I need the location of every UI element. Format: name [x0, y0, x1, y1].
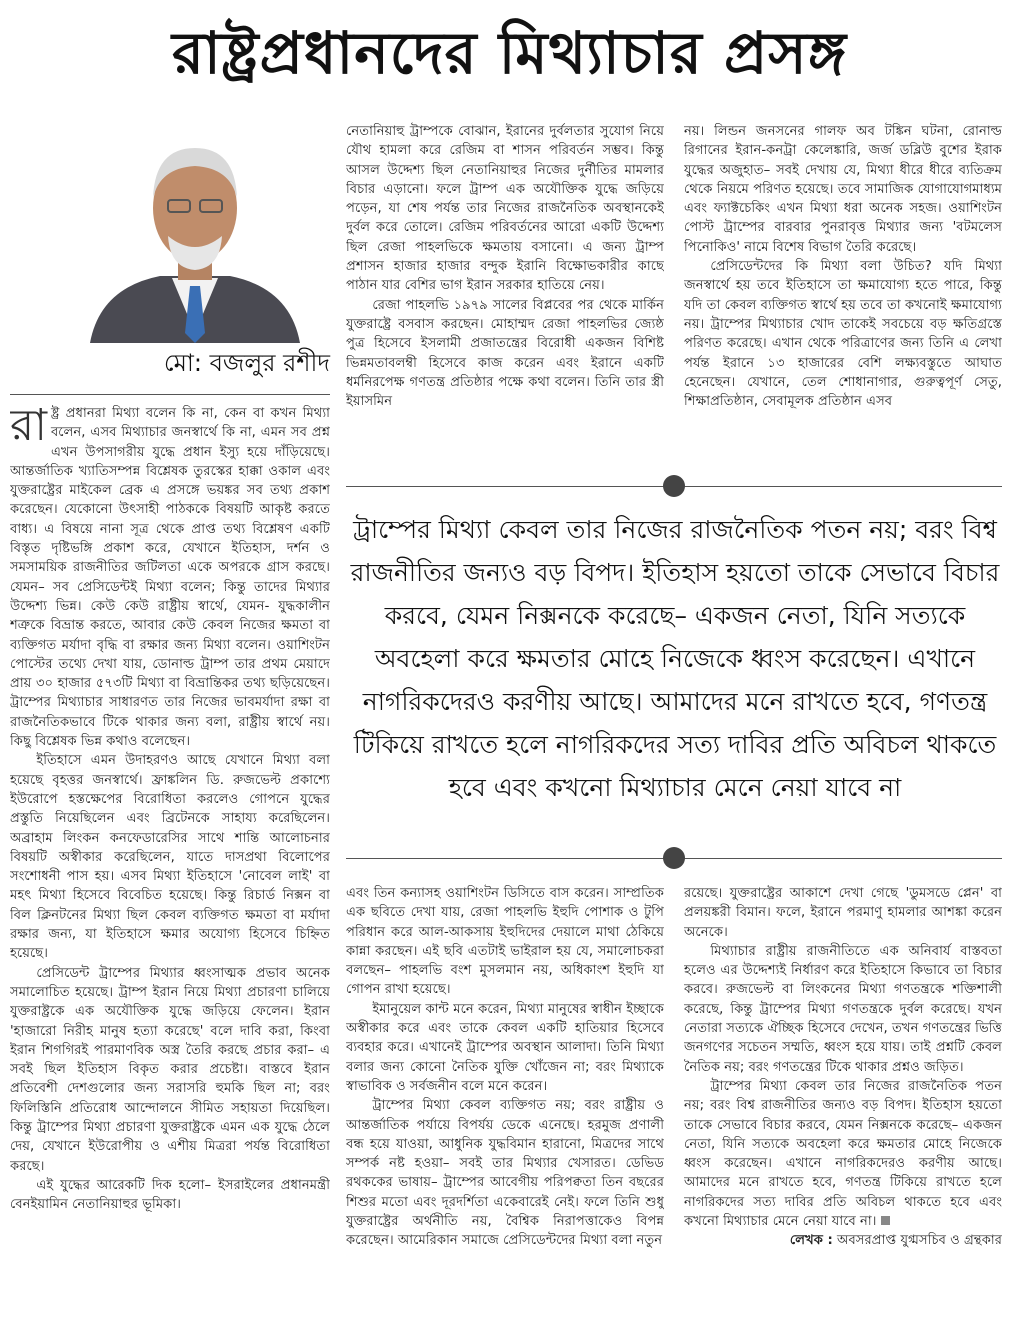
column-2-bottom: [346, 884, 664, 1324]
pull-quote: ট্রাম্পের মিথ্যা কেবল তার নিজের রাজনৈতিক পতন নয়; বরং বিশ্ব রাজনীতির জন্যও বড় বিপদ। ইতিহাস হয়তো তাকে সেভাবে বিচার করবে, যেমন নিক্সনকে করেছে– একজন নেতা, যিনি সত্যকে অবহেলা করে ক্ষমতার মোহে নিজেকে ধ্বংস করেছেন। এখানে নাগরিকদেরও করণীয় আছে। আমাদের মনে রাখতে হবে, গণতন্ত্র টিকিয়ে রাখতে হলে নাগরিকদের সত্য দাবির প্রতি অবিচল থাকতে হবে এবং কখনো মিথ্যাচার মেনে নেয়া যাবে না: [350, 515, 1000, 802]
paragraph: মিথ্যাচার রাষ্ট্রীয় রাজনীতিতে এক অনিবার্য বাস্তবতা হলেও এর উদ্দেশ্যই নির্ধারণ করে ইতিহাসে কিভাবে তা বিচার করবে। রুজভেল্ট বা লিংকনের মিথ্যা গণতন্ত্রকে শক্তিশালী করেছে, কিন্তু ট্রাম্পের মিথ্যা গণতন্ত্রকে দুর্বল করেছে। যখন নেতারা সত্যকে ঐচ্ছিক হিসেবে দেখেন, তখন গণতন্ত্রের ভিত্তি জনগণের সচেতন সম্মতি, ধ্বংস হয়ে যায়। তাই প্রশ্নটি কেবল নৈতিক নয়; বরং গণতন্ত্রের টিকে থাকার প্রশ্নও জড়িত।: [684, 943, 1002, 1075]
author-photo: [60, 118, 330, 343]
column-3-top: [684, 122, 1002, 467]
paragraph: নেতানিয়াহু ট্রাম্পকে বোঝান, ইরানের দুর্বলতার সুযোগ নিয়ে যৌথ হামলা করে রেজিম বা শাসন পরিবর্তন সম্ভব। কিন্তু আসল উদ্দেশ্য ছিল নেতানিয়াহুর নিজের দুর্নীতির মামলার বিচার এড়ানো। ফলে ট্রাম্প এক অযৌক্তিক যুদ্ধে জড়িয়ে পড়েন, যা শেষ পর্যন্ত তার নিজের রাজনৈতিক অবস্থানকেই দুর্বল করে তোলে। রেজিম পরিবর্তনের আরো একটি উদ্দেশ্য ছিল রেজা পাহলভিকে ক্ষমতায় বসানো। এ জন্য ট্রাম্প প্রশাসন হাজার হাজার বন্দুক ইরানি বিক্ষোভকারীর কাছে পাঠান যার বেশির ভাগ ইরান সরকার হাতিয়ে নেয়।: [346, 124, 664, 294]
column-1: [10, 404, 330, 1326]
paragraph: ট্রাম্পের মিথ্যা কেবল ব্যক্তিগত নয়; বরং রাষ্ট্রীয় ও আন্তর্জাতিক পর্যায়ে বিপর্যয় ডেকে এনেছে। হরমুজ প্রণালী বন্ধ হয়ে যাওয়া, আধুনিক যুদ্ধবিমান হারানো, মিত্রদের সাথে সম্পর্ক নষ্ট হওয়া– সবই তার মিথ্যার খেসারত। ডেভিড রথককের ভাষায়– ট্রাম্পের আবেগীয় পরিপক্বতা তিন বছরের শিশুর মতো এবং দূরদর্শিতা একেবারেই নেই। ফলে তিনি শুধু যুক্তরাষ্ট্রের অর্থনীতি নয়, বৈশ্বিক নিরাপত্তাকেও বিপন্ন করেছেন। আমেরিকান সমাজে প্রেসিডেন্টদের মিথ্যা বলা নতুন: [346, 1098, 664, 1249]
byline: লেখক : অবসরপ্রাপ্ত যুগ্মসচিব ও গ্রন্থকার: [789, 1233, 1002, 1249]
paragraph: রয়েছে। যুক্তরাষ্ট্রের আকাশে দেখা গেছে 'ডুমসডে প্লেন' বা প্রলয়ঙ্করী বিমান। ফলে, ইরানে পরমাণু হামলার আশঙ্কা করেন অনেকে।: [684, 886, 1002, 940]
author-divider: [10, 394, 330, 395]
paragraph: ইতিহাসে এমন উদাহরণও আছে যেখানে মিথ্যা বলা হয়েছে বৃহত্তর জনস্বার্থে। ফ্রাঙ্কলিন ডি. রুজভেল্ট প্রকাশ্যে ইউরোপে হস্তক্ষেপের বিরোধিতা করলেও গোপনে যুদ্ধের প্রস্তুতি নিয়েছিলেন এবং ব্রিটেনকে সাহায্য করেছিলেন। অব্রাহাম লিংকন কনফেডারেসির সাথে শান্তি আলোচনার বিষয়টি অস্বীকার করেছিলেন, যাতে দাসপ্রথা বিলোপের সংশোধনী পাস হয়। এসব মিথ্যা ইতিহাসে 'নোবেল লাই' বা মহৎ মিথ্যা হিসেবে বিবেচিত হয়েছে। কিন্তু রিচার্ড নিক্সন বা বিল ক্লিনটনের মিথ্যা ছিল কেবল ব্যক্তিগত ক্ষমতা বা মর্যাদা রক্ষার জন্য, যা ইতিহাসে ক্ষমার অযোগ্য হিসেবে চিহ্নিত হয়েছে।: [10, 753, 330, 962]
paragraph: ইমানুয়েল কান্ট মনে করেন, মিথ্যা মানুষের স্বাধীন ইচ্ছাকে অস্বীকার করে এবং তাকে কেবল একটি হাতিয়ার হিসেবে ব্যবহার করে। এখানেই ট্রাম্পের অবস্থান আলাদা। তিনি মিথ্যা বলার জন্য কোনো নৈতিক যুক্তি খোঁজেন না; বরং মিথ্যাকে স্বাভাবিক ও সর্বজনীন বলে মনে করেন।: [346, 1001, 664, 1094]
column-2-top: [346, 122, 664, 467]
drop-cap: রা: [10, 404, 47, 451]
paragraph: এই যুদ্ধের আরেকটি দিক হলো– ইসরাইলের প্রধানমন্ত্রী বেনইয়ামিন নেতানিয়াহুর ভূমিকা।: [10, 1177, 330, 1213]
pull-quote-top-dot: [663, 475, 685, 497]
end-mark-icon: [881, 1216, 890, 1225]
author-name: মো: বজলুর রশীদ: [163, 349, 330, 377]
paragraph: রাষ্ট্র প্রধানরা মিথ্যা বলেন কি না, কেন বা কখন মিথ্যা বলেন, এসব মিথ্যাচার জনস্বার্থে কি না, এমন সব প্রশ্ন এখন উপসাগরীয় যুদ্ধে প্রধান ইস্যু হয়ে দাঁড়িয়েছে। আন্তর্জাতিক খ্যাতিসম্পন্ন বিশ্লেষক তুরস্কের হাক্কা ওকাল এবং যুক্তরাষ্ট্রের মাইকেল ব্রেক এ প্রসঙ্গে ভয়ঙ্কর সব তথ্য প্রকাশ করেছেন। যেকোনো উৎসাহী পাঠককে বিষয়টি আকৃষ্ট করতে বাধ্য। এ বিষয়ে নানা সূত্র থেকে প্রাপ্ত তথ্য বিশ্লেষণ একটি বিস্তৃত দৃষ্টিভঙ্গি প্রকাশ করে, যেখানে ইতিহাস, দর্শন ও সমসাময়িক রাজনীতির জটিলতা একে অপরকে গ্রাস করছে। যেমন– সব প্রেসিডেন্টই মিথ্যা বলেন; কিন্তু তাদের মিথ্যার উদ্দেশ্য ভিন্ন। কেউ কেউ রাষ্ট্রীয় স্বার্থে, যেমন- যুদ্ধকালীন শত্রুকে বিভ্রান্ত করতে, আবার কেউ কেবল নিজের ক্ষমতা বা ব্যক্তিগত মর্যাদা বৃদ্ধি বা রক্ষার জন্য মিথ্যা বলেন। ওয়াশিংটন পোস্টের তথ্যে দেখা যায়, ডোনাল্ড ট্রাম্প তার প্রথম মেয়াদে প্রায় ৩০ হাজার ৫৭৩টি মিথ্যা বা বিভ্রান্তিকর তথ্য ছড়িয়েছেন। ট্রাম্পের মিথ্যাচার সাধারণত তার নিজের ভাবমর্যাদা রক্ষা বা রাজনৈতিকভাবে টিকে থাকার জন্য বলা, রাষ্ট্রীয় স্বার্থে নয়। কিছু বিশ্লেষক ভিন্ন কথাও বলেছেন।: [10, 404, 330, 750]
column-3-bottom: [684, 884, 1002, 1324]
paragraph: নয়। লিন্ডন জনসনের গালফ অব টঙ্কিন ঘটনা, রোনাল্ড রিগানের ইরান-কনট্রা কেলেঙ্কারি, জর্জ ডব্লিউ বুশের ইরাক যুদ্ধের অজুহাত– সবই দেখায় যে, মিথ্যা ধীরে ধীরে ব্যতিক্রম থেকে নিয়মে পরিণত হয়েছে। তবে সামাজিক যোগাযোগমাধ্যম এবং ফ্যাক্টচেকিং এখন মিথ্যা ধরা অনেক সহজ। ওয়াশিংটন পোস্ট ট্রাম্পের বারবার পুনরাবৃত্ত মিথ্যার জন্য 'বটমলেস পিনোকিও' নামে বিশেষ বিভাগ তৈরি করেছে।: [684, 124, 1002, 255]
pull-quote-bottom-dot: [663, 847, 685, 869]
article-title: রাষ্ট্রপ্রধানদের মিথ্যাচার প্রসঙ্গ: [171, 19, 848, 87]
paragraph: রেজা পাহলভি ১৯৭৯ সালের বিপ্লবের পর থেকে মার্কিন যুক্তরাষ্ট্রে বসবাস করছেন। মোহাম্মদ রেজা পাহলভির জ্যেষ্ঠ পুত্র হিসেবে ইসলামী প্রজাতন্ত্রের বিরোধী একজন বিশিষ্ট ভিন্নমতাবলম্বী হিসেবে কাজ করেন এবং ইরানে একটি ধর্মনিরপেক্ষ গণতন্ত্র প্রতিষ্ঠার পক্ষে কথা বলেন। তিনি তার স্ত্রী ইয়াসমিন: [346, 297, 664, 410]
paragraph: প্রেসিডেন্টদের কি মিথ্যা বলা উচিত? যদি মিথ্যা জনস্বার্থে হয় তবে ইতিহাসে তা ক্ষমাযোগ্য হতে পারে, কিন্তু যদি তা কেবল ব্যক্তিগত স্বার্থে হয় তবে তা কখনোই ক্ষমাযোগ্য নয়। ট্রাম্পের মিথ্যাচার খোদ তাকেই সবচেয়ে বড় ক্ষতিগ্রস্তে পরিণত করেছে। এখান থেকে পরিত্রাণের জন্য তিনি এ লেখা পর্যন্ত ইরানে ১৩ হাজারের বেশি লক্ষ্যবস্তুতে আঘাত হেনেছেন। যেখানে, তেল শোধানাগার, গুরুত্বপূর্ণ সেতু, শিক্ষাপ্রতিষ্ঠান, সেবামূলক প্রতিষ্ঠান এসব: [684, 259, 1002, 410]
paragraph: ট্রাম্পের মিথ্যা কেবল তার নিজের রাজনৈতিক পতন নয়; বরং বিশ্ব রাজনীতির জন্যও বড় বিপদ। ইতিহাস হয়তো তাকে সেভাবে বিচার করবে, যেমন নিক্সনকে করেছে– একজন নেতা, যিনি সত্যকে অবহেলা করে ক্ষমতার মোহে নিজেকে ধ্বংস করেছেন। এখানে নাগরিকদেরও করণীয় আছে। আমাদের মনে রাখতে হবে, গণতন্ত্র টিকিয়ে রাখতে হলে নাগরিকদের সত্য দাবির প্রতি অবিচল থাকতে হবে এবং কখনো মিথ্যাচার মেনে নেয়া যাবে না।: [684, 1078, 1002, 1230]
paragraph: প্রেসিডেন্ট ট্রাম্পের মিথ্যার ধ্বংসাত্মক প্রভাব অনেক সমালোচিত হয়েছে। ট্রাম্প ইরান নিয়ে মিথ্যা প্রচারণা চালিয়ে যুক্তরাষ্ট্রকে এক অযৌক্তিক যুদ্ধে জড়িয়ে ফেলেন। ইরান 'হাজারো নিরীহ মানুষ হত্যা করেছে' বলে দাবি করা, কিংবা ইরান শিগগিরই পারমাণবিক অস্ত্র তৈরি করছে প্রচার করা– এ সবই ছিল ইতিহাস বিকৃত করার প্রচেষ্টা। বাস্তবে ইরান প্রতিবেশী দেশগুলোর জন্য সরাসরি হুমকি ছিল না; বরং ফিলিস্তিনি প্রতিরোধ আন্দোলনে সীমিত সহায়তা দিয়েছিল। কিন্তু ট্রাম্পের মিথ্যা প্রচারণা যুক্তরাষ্ট্রকে এমন এক যুদ্ধে ঠেলে দেয়, যেখানে ইউরোপীয় ও এশীয় মিত্ররা পর্যন্ত বিরোধিতা করছে।: [10, 965, 330, 1174]
paragraph: এবং তিন কন্যাসহ ওয়াশিংটন ডিসিতে বাস করেন। সাম্প্রতিক এক ছবিতে দেখা যায়, রেজা পাহলভি ইহুদি পোশাক ও টুপি পরিধান করে আল-আকসায় ইহুদিদের দেয়ালে মাথা ঠেকিয়ে কান্না করছেন। এই ছবি এতটাই ভাইরাল হয় যে, সমালোচকরা বলছেন– পাহলভি বংশ মুসলমান নয়, অধিকাংশ ইহুদি যা গোপন রাখা হয়েছে।: [346, 886, 664, 998]
